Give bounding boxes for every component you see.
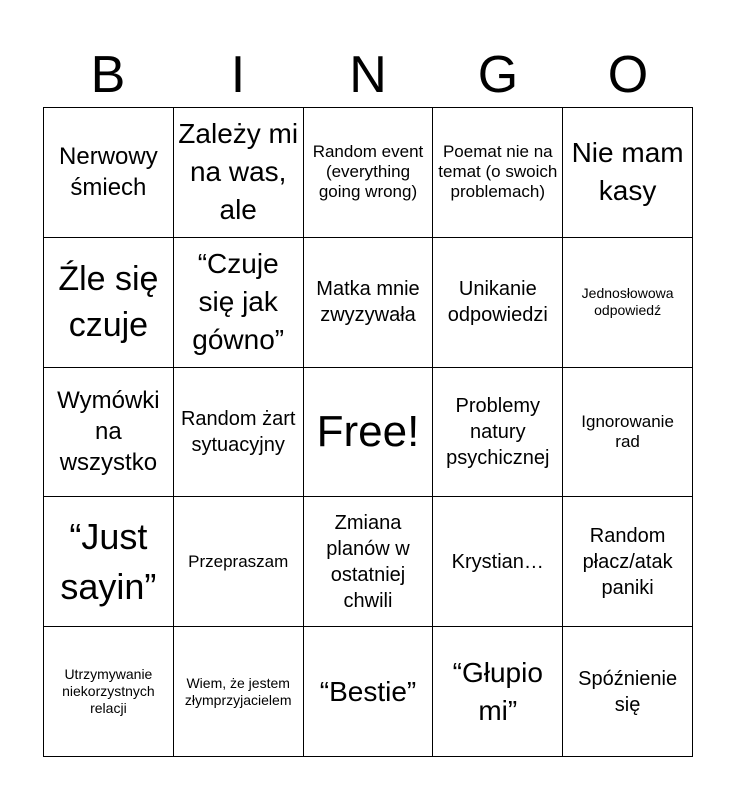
header-letter-o: O (607, 46, 649, 104)
bingo-board (43, 107, 693, 757)
header-letter-g: G (477, 46, 519, 104)
cell-label: Utrzymywanie niekorzystnych relacji (62, 666, 155, 717)
bingo-cell-r5-c1[interactable] (44, 627, 174, 757)
free-space-label: Free! (316, 406, 420, 456)
bingo-header (43, 44, 693, 106)
bingo-cell-r1-c3[interactable] (304, 108, 434, 238)
cell-label: Random żart sytuacyjny (180, 407, 296, 456)
bingo-cell-r4-c1[interactable] (44, 497, 174, 627)
cell-label: “Bestie” (319, 675, 417, 707)
bingo-cell-r1-c1[interactable] (44, 108, 174, 238)
cell-label: Zależy mi na was, ale (178, 118, 299, 226)
bingo-cell-r1-c2[interactable] (174, 108, 304, 238)
cell-label: Random płacz/atak paniki (582, 524, 673, 599)
cell-label: Jednosłowowa odpowiedź (581, 285, 674, 319)
cell-label: Nie mam kasy (571, 137, 684, 207)
bingo-cell-r4-c4[interactable] (433, 497, 563, 627)
cell-label: “Just sayin” (60, 515, 157, 607)
bingo-cell-r2-c3[interactable] (304, 238, 434, 368)
bingo-cell-r2-c5[interactable] (563, 238, 693, 368)
bingo-cell-r4-c2[interactable] (174, 497, 304, 627)
bingo-cell-r3-c1[interactable] (44, 368, 174, 498)
bingo-cell-r2-c2[interactable] (174, 238, 304, 368)
cell-label: Nerwowy śmiech (59, 143, 158, 202)
cell-label: Matka mnie zwyzywała (316, 278, 420, 327)
bingo-cell-r5-c5[interactable] (563, 627, 693, 757)
bingo-cell-r5-c3[interactable] (304, 627, 434, 757)
cell-label: “Głupio mi” (452, 656, 543, 726)
cell-label: Random event (everything going wrong) (312, 142, 424, 202)
cell-label: Ignorowanie rad (581, 411, 674, 451)
bingo-cell-r4-c5[interactable] (563, 497, 693, 627)
bingo-cell-r2-c4[interactable] (433, 238, 563, 368)
header-letter-b: B (90, 46, 126, 104)
bingo-cell-r1-c4[interactable] (433, 108, 563, 238)
header-letter-n: N (349, 46, 387, 104)
bingo-cell-r3-c4[interactable] (433, 368, 563, 498)
bingo-cell-r3-c2[interactable] (174, 368, 304, 498)
cell-label: Zmiana planów w ostatniej chwili (326, 511, 410, 612)
bingo-cell-r3-c5[interactable] (563, 368, 693, 498)
bingo-cell-free[interactable] (304, 368, 434, 498)
cell-label: Przepraszam (188, 551, 289, 571)
header-letter-i: I (230, 46, 246, 104)
cell-label: Unikanie odpowiedzi (447, 278, 548, 327)
cell-label: “Czuje się jak gówno” (192, 248, 285, 356)
cell-label: Problemy natury psychicznej (446, 394, 550, 469)
cell-label: Poemat nie na temat (o swoich problemach) (438, 142, 558, 202)
cell-label: Wiem, że jestem złymprzyjacielem (184, 674, 292, 708)
bingo-cell-r2-c1[interactable] (44, 238, 174, 368)
bingo-cell-r1-c5[interactable] (563, 108, 693, 238)
cell-label: Spóźnienie się (578, 667, 678, 716)
cell-label: Wymówki na wszystko (57, 387, 160, 477)
bingo-cell-r4-c3[interactable] (304, 497, 434, 627)
cell-label: Źle się czuje (58, 260, 159, 345)
cell-label: Krystian… (451, 550, 544, 573)
bingo-cell-r5-c4[interactable] (433, 627, 563, 757)
bingo-cell-r5-c2[interactable] (174, 627, 304, 757)
